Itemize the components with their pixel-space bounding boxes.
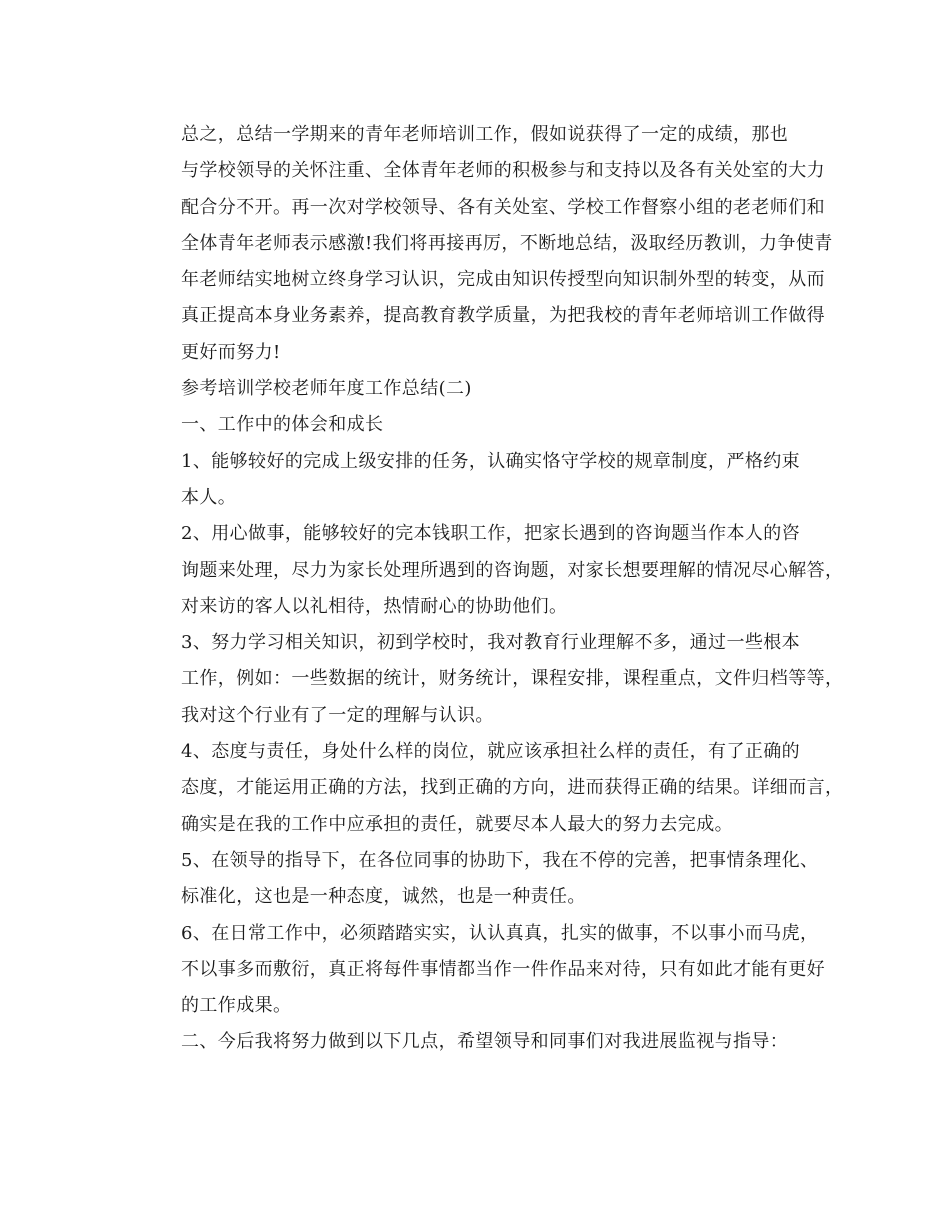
text-line: 总之，总结一学期来的青年老师培训工作，假如说获得了一定的成绩，那也: [181, 124, 789, 145]
text-line: 1、能够较好的完成上级安排的任务，认确实恪守学校的规章制度，严格约束: [181, 450, 801, 472]
text-line: 真正提高本身业务素养，提高教育教学质量，为把我校的青年老师培训工作做得: [181, 305, 825, 327]
text-line: 的工作成果。: [181, 995, 292, 1017]
list-item-6: [145, 916, 825, 1025]
list-item-3: [145, 625, 844, 734]
text-line: 二、今后我将努力做到以下几点，希望领导和同事们对我进展监视与指导：: [181, 1031, 789, 1053]
text-line: 我对这个行业有了一定的理解与认识。: [181, 704, 494, 726]
text-line: 5、在领导的指导下，在各位同事的协助下，我在不停的完善，把事情条理化、: [181, 849, 819, 871]
list-item-1: [145, 444, 815, 517]
section-heading-2: [145, 1024, 815, 1060]
text-line: 不以事多而敷衍，真正将每件事情都当作一件作品来对待，只有如此才能有更好: [181, 958, 825, 980]
text-line: 与学校领导的关怀注重、全体青年老师的积极参与和支持以及各有关处室的大力: [181, 160, 825, 182]
text-line: 2、用心做事，能够较好的完本钱职工作，把家长遇到的咨询题当作本人的咨: [181, 523, 801, 545]
text-line: 更好而努力!: [181, 341, 281, 363]
list-item-2: [145, 516, 844, 625]
list-item-4: [145, 734, 844, 843]
document-body: [145, 117, 844, 1061]
paragraph-summary: [145, 117, 833, 371]
text-line: 6、在日常工作中，必须踏踏实实，认认真真，扎实的做事，不以事小而马虎，: [181, 922, 819, 944]
list-item-5: [145, 843, 819, 916]
section-heading-1: [145, 407, 815, 443]
section-title: [145, 371, 815, 407]
text-line: 标准化，这也是一种态度，诚然，也是一种责任。: [181, 886, 586, 908]
text-line: 参考培训学校老师年度工作总结(二): [181, 378, 472, 400]
text-line: 确实是在我的工作中应承担的责任，就要尽本人最大的努力去完成。: [181, 813, 733, 835]
text-line: 态度，才能运用正确的方法，找到正确的方向，进而获得正确的结果。详细而言，: [181, 777, 844, 799]
text-line: 年老师结实地树立终身学习认识，完成由知识传授型向知识制外型的转变，从而: [181, 269, 825, 291]
text-line: 一、工作中的体会和成长: [181, 414, 384, 436]
text-line: 对来访的客人以礼相待，热情耐心的协助他们。: [181, 595, 568, 617]
text-line: 配合分不开。再一次对学校领导、各有关处室、学校工作督察小组的老老师们和: [181, 196, 825, 218]
text-line: 工作，例如：一些数据的统计，财务统计，课程安排，课程重点，文件归档等等，: [181, 668, 844, 690]
text-line: 本人。: [181, 486, 237, 508]
text-line: 4、态度与责任，身处什么样的岗位，就应该承担社么样的责任，有了正确的: [181, 741, 801, 763]
text-line: 询题来处理，尽力为家长处理所遇到的咨询题，对家长想要理解的情况尽心解答，: [181, 559, 844, 581]
text-line: 3、努力学习相关知识，初到学校时，我对教育行业理解不多，通过一些根本: [181, 632, 801, 654]
text-line: 全体青年老师表示感激!我们将再接再厉，不断地总结，汲取经历教训，力争使青: [181, 232, 833, 254]
